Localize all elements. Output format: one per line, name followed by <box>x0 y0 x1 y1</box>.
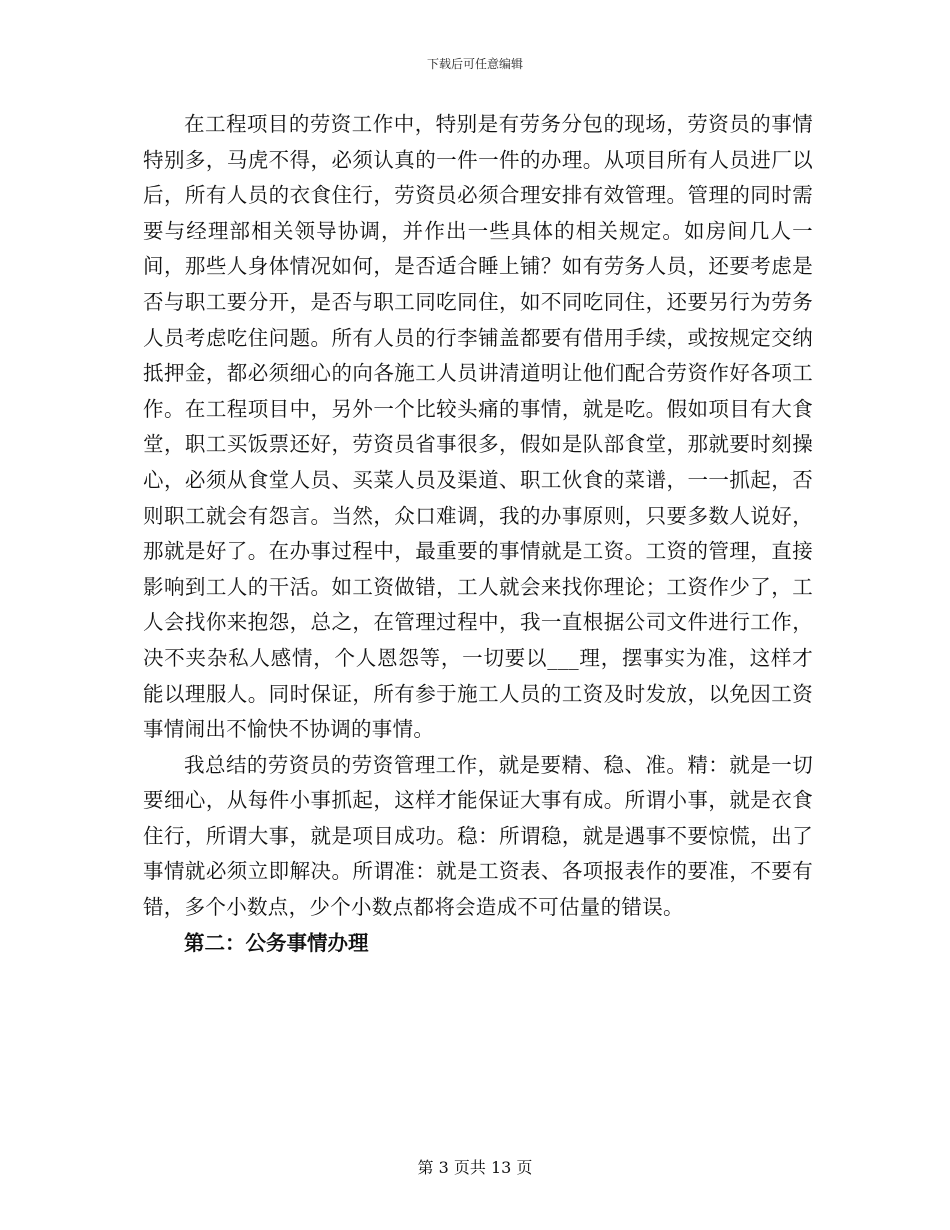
page-header: 下载后可任意编辑 <box>426 57 523 71</box>
section-heading: 第二：公务事情办理 <box>184 930 369 955</box>
document-body <box>143 107 813 961</box>
paragraph-summary: 我总结的劳资员的劳资管理工作，就是要精、稳、准。精：就是一切要细心，从每件小事抓起，这样才能保证大事有成。所谓小事，就是衣食住行，所谓大事，就是项目成功。稳：所谓稳，就是遇事不要惊慌，出了事情就必须立即解决。所谓准：就是工资表、各项报表作的要准，不要有错，多个小数点，少个小数点都将会造成不可估量的错误。 <box>143 752 813 920</box>
page-number-footer: 第 3 页共 13 页 <box>417 1158 533 1177</box>
paragraph-labor-work: 在工程项目的劳资工作中，特别是有劳务分包的现场，劳资员的事情特别多，马虎不得，必须认真的一件一件的办理。从项目所有人员进厂以后，所有人员的衣食住行，劳资员必须合理安排有效管理。管理的同时需要与经理部相关领导协调，并作出一些具体的相关规定。如房间几人一间，那些人身体情况如何，是否适合睡上铺？如有劳务人员，还要考虑是否与职工要分开，是否与职工同吃同住，如不同吃同住，还要另行为劳务人员考虑吃住问题。所有人员的行李铺盖都要有借用手续，或按规定交纳抵押金，都必须细心的向各施工人员讲清道明让他们配合劳资作好各项工作。在工程项目中，另外一个比较头痛的事情，就是吃。假如项目有大食堂，职工买饭票还好，劳资员省事很多，假如是队部食堂，那就要时刻操心，必须从食堂人员、买菜人员及渠道、职工伙食的菜谱，一一抓起，否则职工就会有怨言。当然，众口难调，我的办事原则，只要多数人说好，那就是好了。在办事过程中，最重要的事情就是工资。工资的管理，直接影响到工人的干活。如工资做错，工人就会来找你理论；工资作少了，工人会找你来抱怨，总之，在管理过程中，我一直根据公司文件进行工作，决不夹杂私人感情，个人恩怨等，一切要以___理，摆事实为准，这样才能以理服人。同时保证，所有参于施工人员的工资及时发放，以免因工资事情闹出不愉快不协调的事情。 <box>143 112 813 742</box>
